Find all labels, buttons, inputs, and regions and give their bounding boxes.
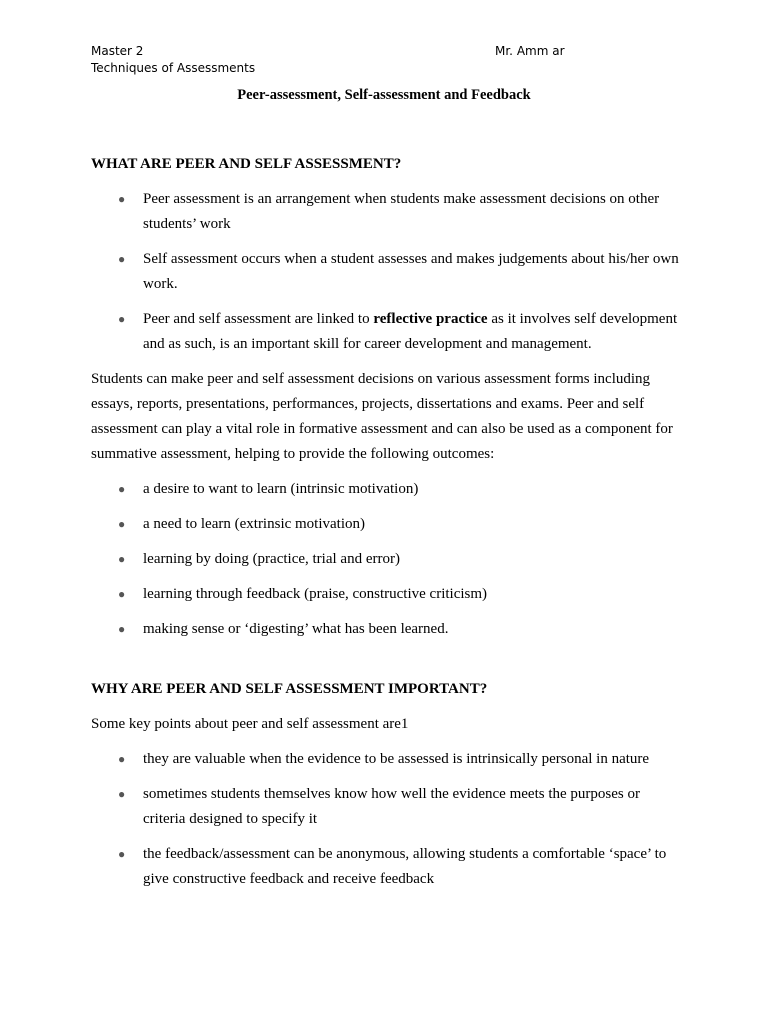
bullet-icon: ● xyxy=(118,787,126,801)
bullet-icon: ● xyxy=(118,847,126,861)
list-item: ● Peer and self assessment are linked to reflective practice as it involves self development and as such, is an important skill for career development and management. xyxy=(91,307,681,357)
course-label: Master 2 xyxy=(91,44,144,58)
list-item: ● they are valuable when the evidence to be assessed is intrinsically personal in nature xyxy=(91,747,681,772)
list-item: ● learning by doing (practice, trial and error) xyxy=(91,547,681,572)
bullet-icon: ● xyxy=(118,517,126,531)
document-body xyxy=(91,152,681,902)
list-item: ● sometimes students themselves know how well the evidence meets the purposes or criteria designed to specify it xyxy=(91,782,681,832)
section-intro: Some key points about peer and self assessment are1 xyxy=(91,716,409,732)
bullet-icon: ● xyxy=(118,622,126,636)
bullet-icon: ● xyxy=(118,752,126,766)
bullet-icon: ● xyxy=(118,552,126,566)
list-item: ● the feedback/assessment can be anonymous, allowing students a comfortable ‘space’ to give constructive feedback and receive feedback xyxy=(91,842,681,892)
section-spacer xyxy=(91,652,681,677)
definition-list xyxy=(91,187,681,357)
bullet-icon: ● xyxy=(118,192,126,206)
bullet-icon: ● xyxy=(118,482,126,496)
list-item: ● Self assessment occurs when a student assesses and makes judgements about his/her own work. xyxy=(91,247,681,297)
list-item: ● a desire to want to learn (intrinsic motivation) xyxy=(91,477,681,502)
list-item: ● Peer assessment is an arrangement when students make assessment decisions on other students’ work xyxy=(91,187,681,237)
author-label: Mr. Amm ar xyxy=(495,44,565,58)
outcomes-list xyxy=(91,477,681,642)
bullet-icon: ● xyxy=(118,252,126,266)
key-points-list xyxy=(91,747,681,892)
body-paragraph: Students can make peer and self assessment decisions on various assessment forms including essays, reports, presentations, performances, projects, dissertations and exams. Peer and self assessment can play a vital role in formative assessment and can also be used as a component for summative assessment, helping to provide the following outcomes: xyxy=(91,371,673,462)
bold-term: reflective practice xyxy=(373,311,488,327)
list-item: ● learning through feedback (praise, constructive criticism) xyxy=(91,582,681,607)
bullet-icon: ● xyxy=(118,312,126,326)
document-title: Peer-assessment, Self-assessment and Feedback xyxy=(237,87,531,103)
section-heading-what: WHAT ARE PEER AND SELF ASSESSMENT? xyxy=(91,156,402,172)
bullet-icon: ● xyxy=(118,587,126,601)
page-header-left xyxy=(91,43,255,77)
list-item: ● making sense or ‘digesting’ what has been learned. xyxy=(91,617,681,642)
list-item: ● a need to learn (extrinsic motivation) xyxy=(91,512,681,537)
subject-label: Techniques of Assessments xyxy=(91,61,256,75)
section-heading-why: WHY ARE PEER AND SELF ASSESSMENT IMPORTANT? xyxy=(91,681,488,697)
